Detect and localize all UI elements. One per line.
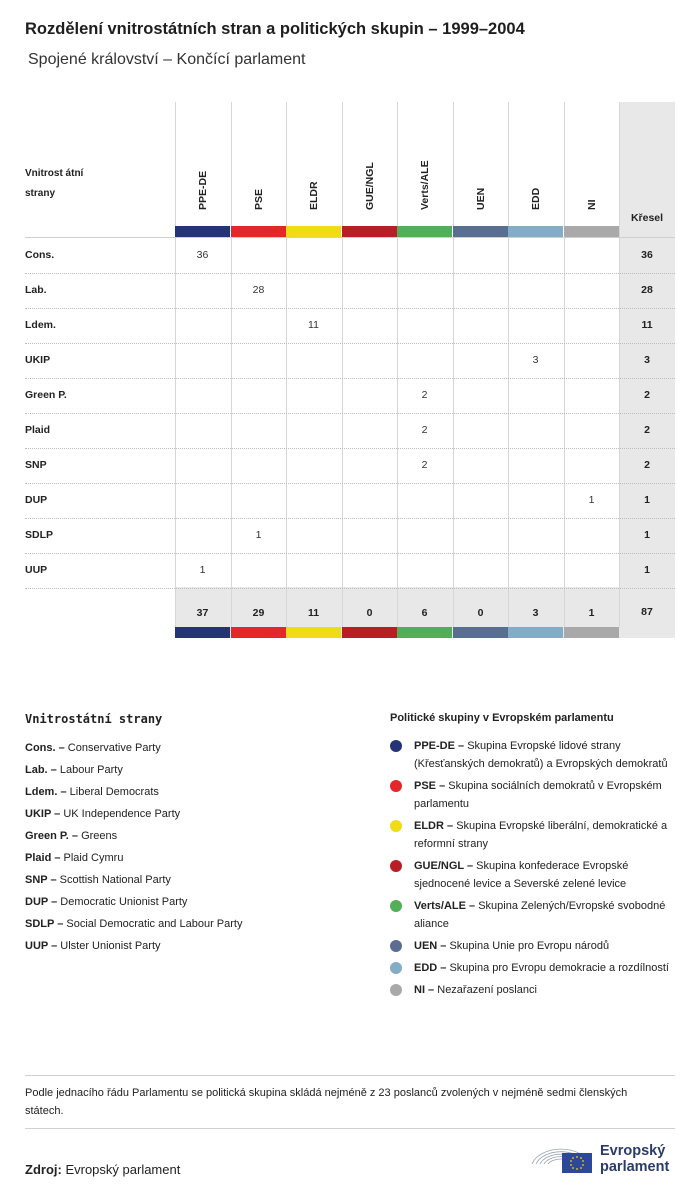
group-color-dot [390, 900, 402, 912]
group-color-strip [564, 226, 619, 237]
group-legend [390, 737, 675, 1003]
logo-line-2: parlament [600, 1159, 670, 1175]
group-legend-title: Politické skupiny v Evropském parlamentu [390, 712, 614, 724]
group-legend-item [390, 817, 675, 853]
group-color-strip-bottom [508, 627, 563, 638]
group-legend-item [390, 857, 675, 893]
group-name: Skupina sociálních demokratů v Evropském parlamentu [414, 780, 662, 810]
group-abbr: PPE-DE – [414, 740, 465, 752]
party-name: UK Independence Party [63, 808, 181, 820]
logo-text [600, 1143, 669, 1175]
group-header-0 [175, 112, 231, 222]
group-abbr: ELDR – [414, 820, 454, 832]
header-divider [25, 237, 675, 238]
party-name: Plaid Cymru [63, 852, 124, 864]
group-color-dot [390, 940, 402, 952]
party-abbr: Ldem. – [25, 786, 67, 798]
group-abbr: Verts/ALE – [414, 900, 476, 912]
group-color-strip [286, 226, 341, 237]
group-color-strip-bottom [231, 627, 286, 638]
group-color-strip-bottom [342, 627, 397, 638]
row-party-label: DUP [25, 494, 48, 506]
row-party-label: UUP [25, 564, 48, 576]
row-divider [25, 413, 675, 414]
group-name: Skupina pro Evropu demokracie a rozdílností [449, 962, 669, 974]
party-abbr: Cons. – [25, 742, 65, 754]
group-abbr: GUE/NGL – [414, 860, 474, 872]
row-kresel-total: 2 [644, 424, 650, 436]
row-kresel-total: 2 [644, 389, 650, 401]
kresel-column-header: Křesel [630, 212, 664, 224]
group-color-strip-bottom [397, 627, 452, 638]
group-color-dot [390, 984, 402, 996]
row-divider [25, 518, 675, 519]
group-name: Skupina Zelených/Evropské svobodné aliance [414, 900, 666, 930]
party-name: Greens [81, 830, 118, 842]
row-divider [25, 448, 675, 449]
row-divider [25, 273, 675, 274]
party-abbr: UUP – [25, 940, 58, 952]
row-party-label: Green P. [25, 389, 67, 401]
group-total: 37 [196, 607, 209, 619]
divider [25, 1075, 675, 1076]
group-name: Skupina Evropské lidové strany (Křesťanských demokratů) a Evropských demokratů [414, 740, 668, 770]
group-total: 29 [252, 607, 265, 619]
party-name: Scottish National Party [59, 874, 171, 886]
row-kresel-total: 3 [644, 354, 650, 366]
group-header-label: ELDR [308, 181, 320, 210]
group-color-dot [390, 860, 402, 872]
row-party-label: SDLP [25, 529, 54, 541]
seat-cell: 2 [421, 389, 428, 401]
party-name: Democratic Unionist Party [60, 896, 188, 908]
group-color-strip [397, 226, 452, 237]
group-name: Skupina Unie pro Evropu národů [449, 940, 610, 952]
seat-cell: 1 [588, 494, 595, 506]
group-total: 11 [307, 607, 320, 619]
party-legend [25, 737, 355, 957]
source-line [25, 1162, 180, 1177]
party-legend-item [25, 891, 355, 913]
row-divider [25, 378, 675, 379]
group-header-label: Verts/ALE [419, 160, 431, 210]
row-kresel-total: 36 [641, 249, 653, 261]
group-color-strip-bottom [453, 627, 508, 638]
group-total: 1 [588, 607, 595, 619]
seat-cell: 3 [532, 354, 539, 366]
row-party-label: SNP [25, 459, 47, 471]
group-legend-item [390, 777, 675, 813]
party-abbr: Green P. – [25, 830, 78, 842]
party-legend-item [25, 913, 355, 935]
grand-total: 87 [641, 606, 653, 618]
source-label: Zdroj: [25, 1162, 62, 1177]
group-legend-item [390, 981, 675, 999]
group-color-strip [342, 226, 397, 237]
party-legend-item [25, 935, 355, 957]
seat-cell: 28 [252, 284, 265, 296]
party-legend-item [25, 781, 355, 803]
group-abbr: EDD – [414, 962, 447, 974]
party-name: Liberal Democrats [69, 786, 159, 798]
row-party-label: UKIP [25, 354, 51, 366]
group-color-strip [175, 226, 230, 237]
group-header-3 [342, 112, 398, 222]
group-header-label: PSE [253, 188, 265, 210]
group-total: 0 [366, 607, 373, 619]
divider [25, 1128, 675, 1129]
seat-cell: 2 [421, 424, 428, 436]
group-abbr: PSE – [414, 780, 446, 792]
seat-distribution-table [25, 102, 675, 638]
group-color-dot [390, 962, 402, 974]
row-kresel-total: 1 [644, 564, 650, 576]
row-party-label: Lab. [25, 284, 47, 296]
party-legend-item [25, 759, 355, 781]
page-title: Rozdělení vnitrostátních stran a politických skupin – 1999–2004 [25, 20, 525, 38]
row-divider [25, 553, 675, 554]
row-kresel-total: 1 [644, 529, 650, 541]
row-kresel-total: 11 [641, 319, 653, 331]
group-color-strip-bottom [564, 627, 619, 638]
row-party-label: Plaid [25, 424, 51, 436]
footnote: Podle jednacího řádu Parlamentu se politická skupina skládá nejméně z 23 poslanců zvolených v nejméně sedmi členských státech. [25, 1087, 628, 1117]
party-abbr: UKIP – [25, 808, 61, 820]
row-kresel-total: 1 [644, 494, 650, 506]
row-party-label: Ldem. [25, 319, 56, 331]
kresel-column-background [619, 102, 675, 638]
party-abbr: DUP – [25, 896, 58, 908]
party-legend-item [25, 869, 355, 891]
group-color-dot [390, 780, 402, 792]
group-legend-item [390, 959, 675, 977]
group-legend-item [390, 737, 675, 773]
party-abbr: SDLP – [25, 918, 64, 930]
group-header-7 [564, 112, 620, 222]
party-legend-item [25, 737, 355, 759]
seat-cell: 1 [199, 564, 206, 576]
party-legend-title: Vnitrostátní strany [25, 712, 163, 726]
party-name: Ulster Unionist Party [60, 940, 161, 952]
party-name: Conservative Party [67, 742, 161, 754]
group-header-4 [397, 112, 453, 222]
group-color-strip [453, 226, 508, 237]
group-name: Skupina Evropské liberální, demokratické a reformní strany [414, 820, 668, 850]
group-name: Skupina konfederace Evropské sjednocené levice a Severské zelené levice [414, 860, 629, 890]
row-divider [25, 588, 675, 589]
group-color-strip [231, 226, 286, 237]
row-divider [25, 343, 675, 344]
party-legend-item [25, 825, 355, 847]
group-header-6 [508, 112, 564, 222]
group-color-strip-bottom [175, 627, 230, 638]
group-header-5 [453, 112, 509, 222]
group-total: 0 [477, 607, 484, 619]
group-color-dot [390, 820, 402, 832]
group-color-strip [508, 226, 563, 237]
group-color-dot [390, 740, 402, 752]
group-header-label: EDD [530, 187, 542, 210]
group-abbr: UEN – [414, 940, 447, 952]
group-header-2 [286, 112, 342, 222]
row-kresel-total: 2 [644, 459, 650, 471]
seat-cell: 1 [255, 529, 262, 541]
seat-cell: 11 [308, 319, 319, 331]
seat-cell: 36 [196, 249, 209, 261]
group-name: Nezařazení poslanci [437, 984, 537, 996]
group-legend-item [390, 937, 675, 955]
party-abbr: Lab. – [25, 764, 57, 776]
group-color-strip-bottom [286, 627, 341, 638]
party-column-header: Vnitrost átní strany [25, 168, 84, 199]
source-text: Evropský parlament [65, 1162, 181, 1177]
row-divider [25, 308, 675, 309]
party-legend-item [25, 847, 355, 869]
party-abbr: SNP – [25, 874, 57, 886]
logo-line-1: Evropský [600, 1143, 666, 1159]
group-header-label: NI [586, 199, 598, 210]
page-subtitle: Spojené království – Končící parlament [28, 51, 306, 68]
group-legend-item [390, 897, 675, 933]
group-abbr: NI – [414, 984, 435, 996]
group-header-label: GUE/NGL [364, 162, 376, 210]
group-header-label: PPE-DE [197, 170, 209, 210]
group-total: 6 [421, 607, 428, 619]
group-header-1 [231, 112, 287, 222]
row-kresel-total: 28 [641, 284, 653, 296]
party-legend-item [25, 803, 355, 825]
group-header-label: UEN [475, 187, 487, 210]
group-total: 3 [532, 607, 539, 619]
seat-cell: 2 [421, 459, 428, 471]
party-abbr: Plaid – [25, 852, 61, 864]
party-name: Labour Party [59, 764, 123, 776]
row-party-label: Cons. [25, 249, 55, 261]
row-divider [25, 483, 675, 484]
party-name: Social Democratic and Labour Party [66, 918, 243, 930]
